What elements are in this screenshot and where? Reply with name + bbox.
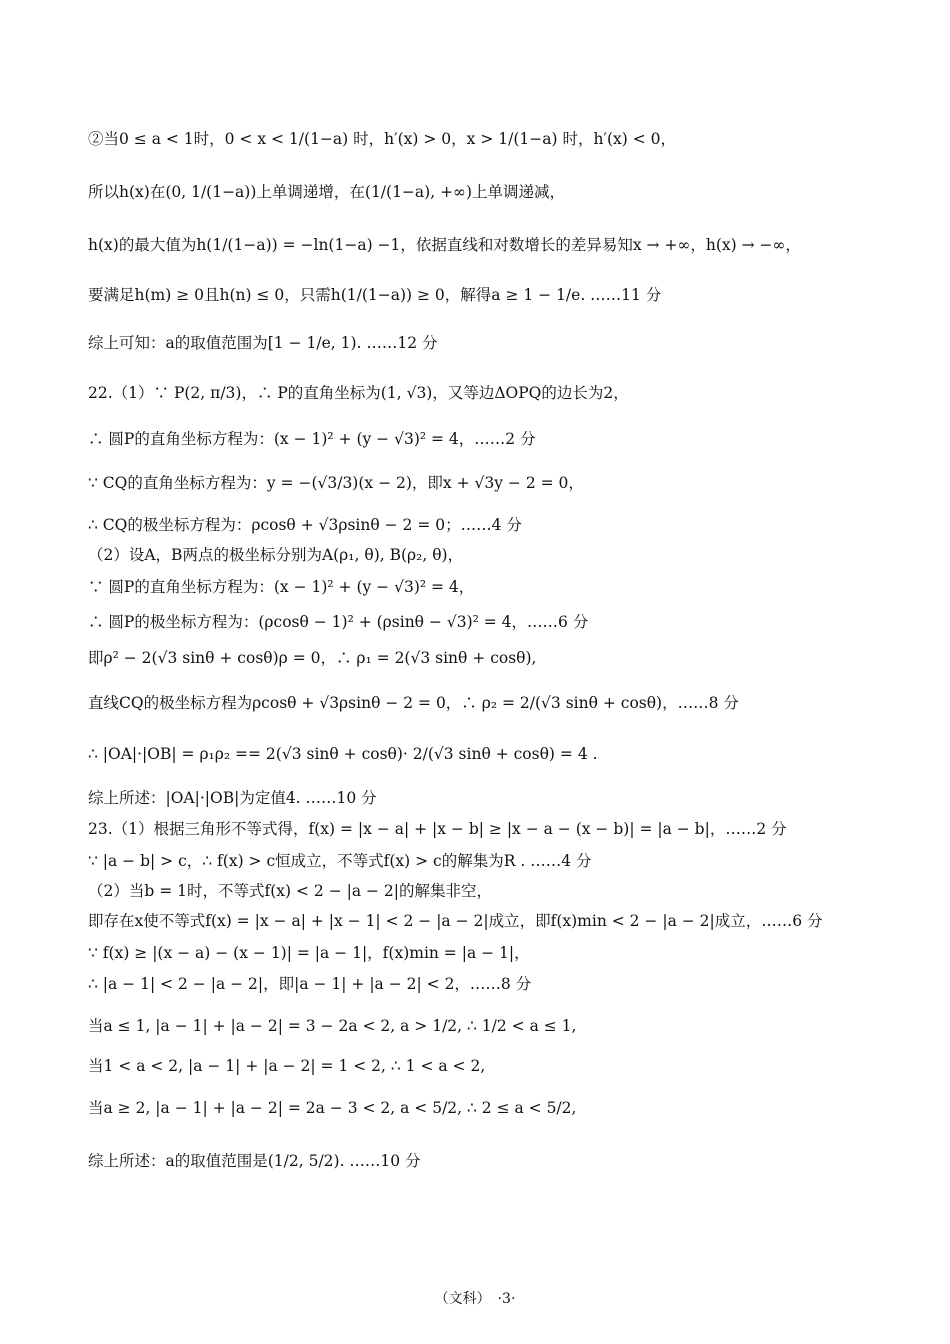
line: ∵ 圆P的直角坐标方程为：(x − 1)² + (y − √3)² = 4， — [88, 578, 475, 596]
line: ∵ |a − b| > c，∴ f(x) > c恒成立，不等式f(x) > c的解集为R . ……4 分 — [88, 852, 592, 870]
line: 直线CQ的极坐标方程为ρcosθ + √3ρsinθ − 2 = 0，∴ ρ₂ = 2/(√3 sinθ + cosθ)，……8 分 — [88, 694, 739, 712]
line: 22.（1）∵ P(2, π/3)，∴ P的直角坐标为(1, √3)，又等边ΔOPQ的边长为2， — [88, 384, 629, 402]
line: ∵ CQ的直角坐标方程为：y = −(√3/3)(x − 2)，即x + √3y − 2 = 0， — [88, 474, 584, 492]
line: ∴ CQ的极坐标方程为：ρcosθ + √3ρsinθ − 2 = 0；……4 分 — [88, 516, 522, 534]
line: 当a ≤ 1, |a − 1| + |a − 2| = 3 − 2a < 2, a > 1/2, ∴ 1/2 < a ≤ 1, — [88, 1017, 577, 1035]
line: ∴ 圆P的极坐标方程为：(ρcosθ − 1)² + (ρsinθ − √3)² = 4，……6 分 — [88, 613, 589, 631]
line: 要满足h(m) ≥ 0且h(n) ≤ 0，只需h(1/(1−a)) ≥ 0，解得a ≥ 1 − 1/e. ……11 分 — [88, 286, 662, 304]
line: 即存在x使不等式f(x) = |x − a| + |x − 1| < 2 − |a − 2|成立，即f(x)min < 2 − |a − 2|成立，……6 分 — [88, 912, 823, 930]
line: （2）设A，B两点的极坐标分别为A(ρ₁, θ), B(ρ₂, θ)， — [88, 546, 464, 564]
page-footer: （文科） ·3· — [434, 1291, 516, 1307]
line: 综上所述：|OA|·|OB|为定值4. ……10 分 — [88, 789, 377, 807]
line: 即ρ² − 2(√3 sinθ + cosθ)ρ = 0，∴ ρ₁ = 2(√3 sinθ + cosθ), — [88, 649, 537, 667]
line: h(x)的最大值为h(1/(1−a)) = −ln(1−a) −1，依据直线和对数增长的差异易知x → +∞，h(x) → −∞， — [88, 236, 801, 254]
line: 所以h(x)在(0, 1/(1−a))上单调递增，在(1/(1−a), +∞)上单调递减， — [88, 183, 566, 201]
line: ∵ f(x) ≥ |(x − a) − (x − 1)| = |a − 1|，f(x)min = |a − 1|， — [88, 944, 530, 962]
line: 综上所述：a的取值范围是(1/2, 5/2). ……10 分 — [88, 1152, 421, 1170]
line: （2）当b = 1时，不等式f(x) < 2 − |a − 2|的解集非空， — [88, 882, 492, 900]
line: 当1 < a < 2, |a − 1| + |a − 2| = 1 < 2, ∴ 1 < a < 2, — [88, 1057, 486, 1075]
line: 23.（1）根据三角形不等式得，f(x) = |x − a| + |x − b| ≥ |x − a − (x − b)| = |a − b|，……2 分 — [88, 820, 787, 838]
line: ∴ |OA|·|OB| = ρ₁ρ₂ == 2(√3 sinθ + cosθ)· 2/(√3 sinθ + cosθ) = 4 . — [88, 745, 598, 763]
line: 综上可知：a的取值范围为[1 − 1/e, 1). ……12 分 — [88, 334, 438, 352]
line: ∴ |a − 1| < 2 − |a − 2|，即|a − 1| + |a − 2| < 2，……8 分 — [88, 975, 532, 993]
line: ∴ 圆P的直角坐标方程为：(x − 1)² + (y − √3)² = 4，……2 分 — [88, 430, 536, 448]
line: 当a ≥ 2, |a − 1| + |a − 2| = 2a − 3 < 2, a < 5/2, ∴ 2 ≤ a < 5/2, — [88, 1099, 577, 1117]
line: ②当0 ≤ a < 1时，0 < x < 1/(1−a) 时，h′(x) > 0，x > 1/(1−a) 时，h′(x) < 0， — [88, 130, 676, 148]
